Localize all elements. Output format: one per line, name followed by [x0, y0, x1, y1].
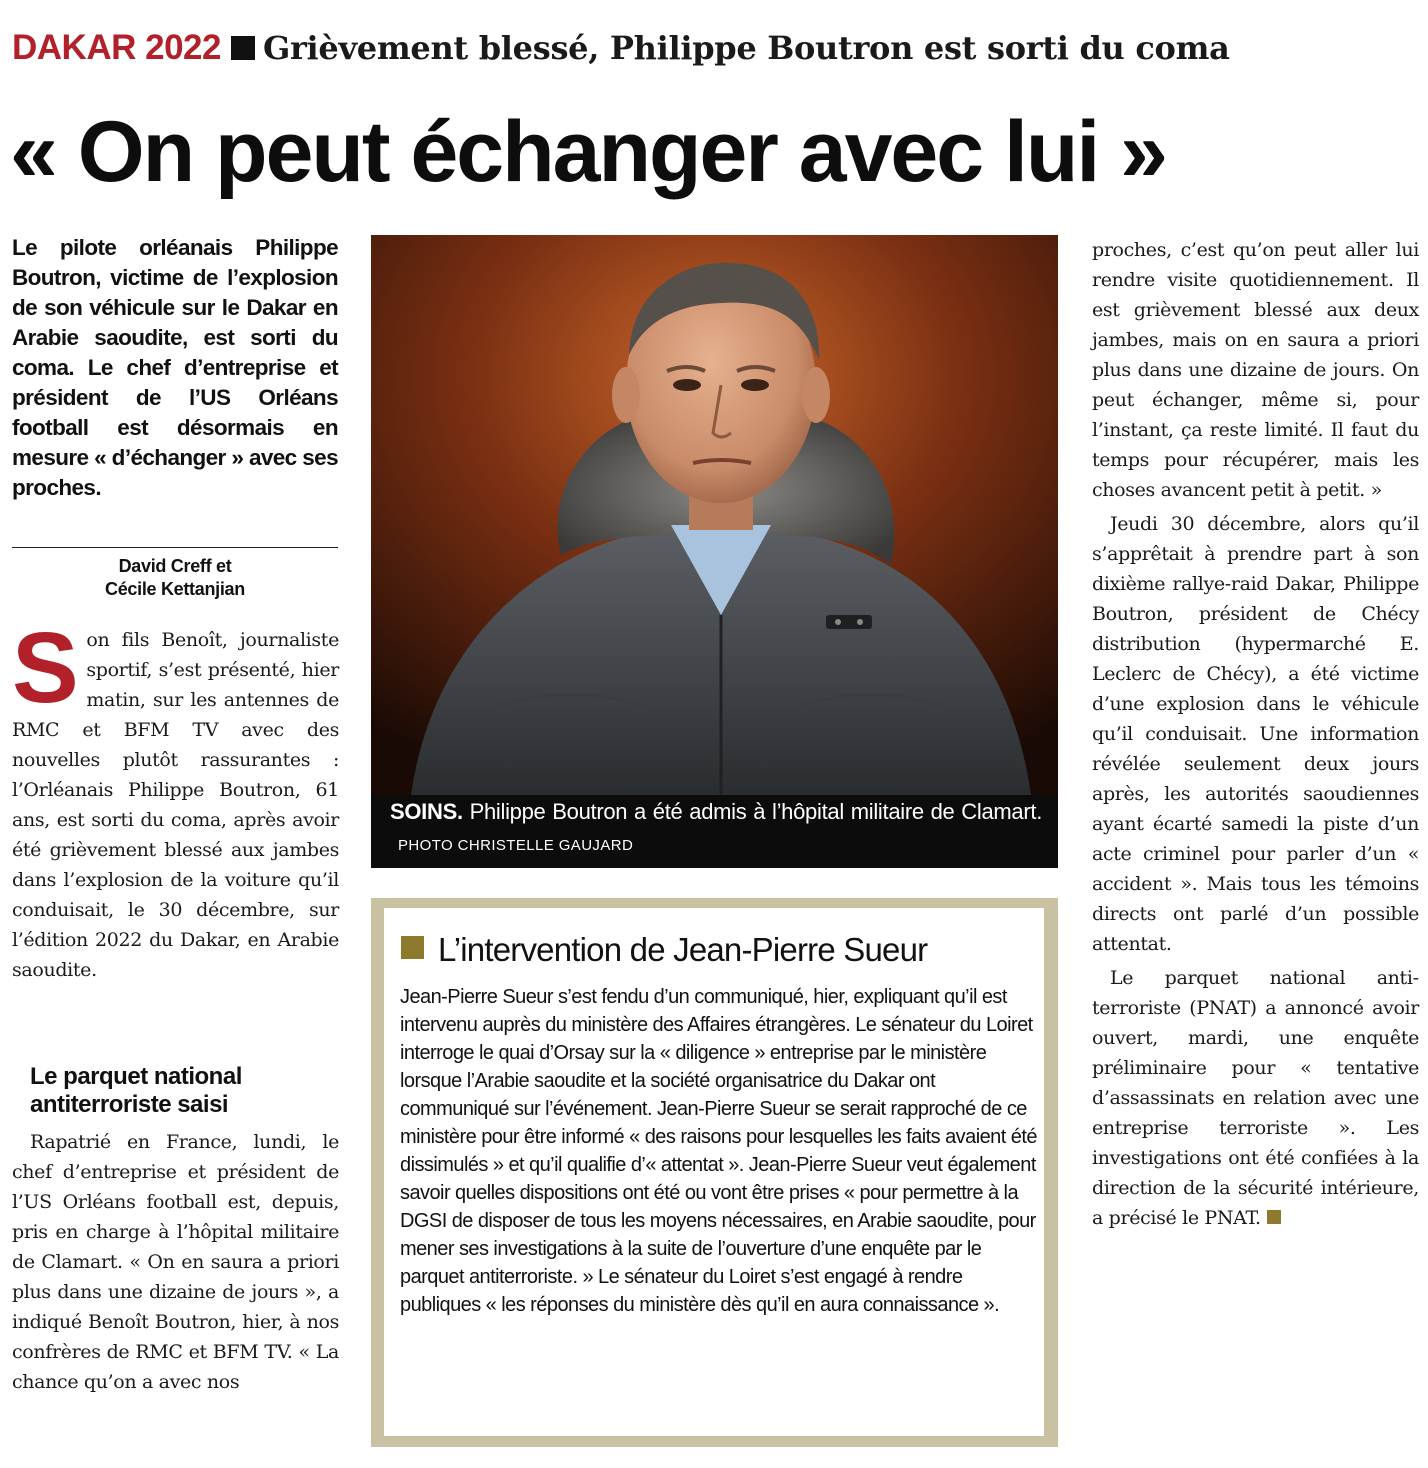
caption-text: Philippe Boutron a été admis à l’hôpital militaire de Clamart.: [469, 799, 1043, 824]
lead-paragraph: Le pilote orléanais Philippe Boutron, victime de l’explosion de son véhicule sur le Dakar en Arabie saoudite, est sorti du coma. Le chef d’entreprise et président de l’US Orléans football est désormais en mesure « d’échanger » avec ses proches.: [12, 235, 338, 500]
sidebar-box: [371, 898, 1058, 1447]
drop-cap: S: [12, 612, 79, 724]
rubric-label: DAKAR 2022: [12, 28, 221, 67]
article-column-3: [1092, 235, 1419, 1233]
byline-line-1: David Creff et: [118, 556, 232, 576]
kicker-subtitle: Grièvement blessé, Philippe Boutron est sorti du coma: [262, 29, 1230, 67]
sidebar-box-title-text: L’intervention de Jean-Pierre Sueur: [438, 931, 928, 968]
article-column-1: [12, 612, 339, 985]
article-column-1-continued: [12, 1127, 339, 1397]
sidebar-box-inner: [384, 908, 1044, 1436]
portrait-image: [371, 235, 1058, 868]
photo-caption: [390, 796, 1042, 861]
end-of-article-icon: [1267, 1210, 1281, 1224]
article-paragraph-final: [1092, 963, 1419, 1233]
photo-credit: PHOTO CHRISTELLE GAUJARD: [398, 837, 634, 854]
headline: « On peut échanger avec lui »: [10, 104, 1166, 200]
article-paragraph-text: Le parquet national antiterroriste (PNAT) a annoncé avoir ouvert, mardi, une enquête préliminaire pour « tentative d’assassinats en relation avec une entreprise terroriste ». Les investigations ont été confiées à la direction de la sécurité intérieure, a précisé le PNAT.: [1092, 967, 1419, 1229]
caption-label: SOINS.: [390, 799, 463, 824]
square-bullet-icon: [401, 936, 424, 959]
article-intro-text: on fils Benoît, journaliste sportif, s’est présenté, hier matin, sur les antennes de RMC et BFM TV avec des nouvelles plutôt rassurantes : l’Orléanais Philippe Boutron, 61 ans, est sorti du coma, après avoir été grièvement blessé aux jambes dans l’explosion de la voiture qu’il conduisait, le 30 décembre, sur l’édition 2022 du Dakar, en Arabie saoudite.: [12, 629, 339, 981]
portrait-photo: [371, 235, 1058, 868]
byline: [12, 555, 338, 601]
sidebar-box-text: Jean-Pierre Sueur s’est fendu d’un communiqué, hier, expliquant qu’il est intervenu auprès du ministère des Affaires étrangères. Le sénateur du Loiret interroge le quai d’Orsay sur la « diligence » entreprise par le ministère lorsque l’Arabie saoudite et la société organisatrice du Dakar ont communiqué sur l’événement. Jean-Pierre Sueur se serait rapproché de ce ministère pour être informé « des raisons pour lesquelles les faits avaient été dissimulés » et qu’il qualifie d’« attentat ». Jean-Pierre Sueur veut également savoir quelles dispositions ont été ou vont être prises « pour permettre à la DGSI de disposer de tous les moyens nécessaires, en Arabie saoudite, pour mener ses investigations à la suite de l’ouverture d’une enquête par le parquet antiterroriste. » Le sénateur du Loiret s’est engagé à rendre publiques « les réponses du ministère dès qu’il en aura connaissance ».: [400, 986, 1037, 1316]
article-paragraph: Jeudi 30 décembre, alors qu’il s’apprêtait à prendre part à son dixième rallye-raid Dakar, Philippe Boutron, président de Chécy distribution (hypermarché E. Leclerc de Chécy), a été victime d’une explosion dans le véhicule qu’il conduisait. Une information révélée seulement deux jours après, les autorités saoudiennes ayant écarté samedi la piste d’un acte criminel pour parler d’un « accident ». Mais tous les témoins directs ont parlé d’un possible attentat.: [1092, 513, 1419, 955]
article-paragraph: proches, c’est qu’on peut aller lui rendre visite quotidiennement. Il est grièvement blessé aux deux jambes, mais on en saura a priori plus dans une dizaine de jours. On peut échanger, même si, pour l’instant, ça reste limité. Il faut du temps pour récupérer, mais les choses avancent petit à petit. »: [1092, 239, 1419, 501]
byline-line-2: Cécile Kettanjian: [105, 579, 245, 599]
sidebar-box-title: [401, 930, 927, 970]
article-paragraph: Rapatrié en France, lundi, le chef d’entreprise et président de l’US Orléans football est, depuis, pris en charge à l’hôpital militaire de Clamart. « On en saura a priori plus dans une dizaine de jours », a indiqué Benoît Boutron, hier, à nos confrères de RMC et BFM TV. « La chance qu’on a avec nos: [12, 1131, 339, 1393]
square-bullet-icon: [231, 36, 255, 60]
subheading: Le parquet national antiterroriste saisi: [30, 1063, 242, 1118]
kicker: [12, 28, 1230, 78]
byline-divider: [12, 547, 338, 548]
